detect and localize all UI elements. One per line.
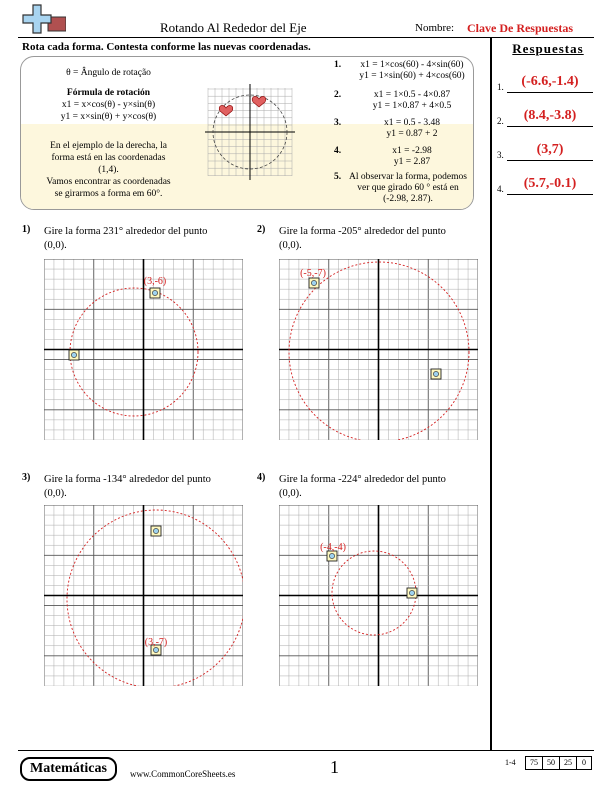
name-label: Nombre: (415, 22, 455, 34)
problem-number: 4) (257, 472, 266, 483)
example-description-5: se girarmos a forma em 60°. (54, 189, 163, 199)
answer-line (507, 126, 593, 127)
example-description-2: forma está en las coordenadas (51, 153, 166, 163)
point-label: (-4,-4) (320, 542, 346, 553)
answer-value: (5.7,-0.1) (523, 176, 577, 191)
page-number: 1 (330, 757, 339, 777)
answer-line (507, 160, 593, 161)
point-label: (3,-7) (144, 637, 168, 648)
example-description-3: (1,4). (98, 165, 119, 175)
answer-line (507, 194, 593, 195)
answer-number: 3. (497, 150, 504, 160)
answer-line (507, 92, 593, 93)
point-label: (3,-6) (143, 276, 167, 287)
score-cell: 0 (576, 756, 592, 770)
instructions: Rota cada forma. Contesta conforme las nuevas coordenadas. (22, 41, 311, 53)
coordinate-grid (279, 505, 478, 686)
logo-icon (22, 3, 66, 37)
score-cell: 50 (542, 756, 560, 770)
example-box (20, 56, 474, 210)
answers-divider (490, 37, 492, 750)
step-4: 4. x1 = -2.98 y1 = 2.87 (334, 146, 432, 167)
formula-x: x1 = x×cos(θ) - y×sin(θ) (61, 100, 156, 110)
theta-definition: θ = Ângulo de rotação (66, 68, 151, 78)
coordinate-grid (279, 259, 478, 440)
example-graph (205, 82, 295, 182)
problem-number: 3) (22, 472, 31, 483)
answer-number: 2. (497, 116, 504, 126)
example-description-1: En el ejemplo de la derecha, la (50, 141, 167, 151)
website-url: www.CommonCoreSheets.es (130, 769, 236, 779)
coordinate-grid (44, 259, 243, 440)
problem-text: Gire la forma -134° alrededor del punto (0,0). (44, 474, 211, 499)
score-cell: 75 (525, 756, 543, 770)
answers-title: Respuestas (512, 41, 584, 56)
coordinate-grid (44, 505, 243, 686)
brand-badge: Matemáticas (20, 757, 117, 781)
heart-icon (219, 105, 233, 116)
point-label: (-5,-7) (300, 268, 326, 279)
problem-number: 2) (257, 224, 266, 235)
example-description-4: Vamos encontrar as coordenadas (46, 177, 171, 187)
formula-title: Fórmula de rotación (66, 88, 151, 98)
problem-text: Gire la forma -205° alrededor del punto (0,0). (279, 226, 446, 251)
header-divider (18, 37, 594, 38)
problem-number: 1) (22, 224, 31, 235)
problem-text: Gire la forma -224° alrededor del punto (0,0). (279, 474, 446, 499)
step-2: 2. x1 = 1×0.5 - 4×0.87 y1 = 1×0.87 + 4×0.5 (334, 90, 452, 111)
answer-number: 1. (497, 82, 504, 92)
name-value: Clave De Respuestas (467, 21, 573, 35)
step-5: 5. Al observar la forma, podemos ver que girado 60 ° está en (-2.98, 2.87). (334, 172, 467, 204)
formula-y: y1 = x×sin(θ) + y×cos(θ) (60, 112, 157, 122)
answer-value: (8.4,-3.8) (523, 108, 577, 123)
score-label: 1-4 (505, 758, 516, 767)
score-cell: 25 (559, 756, 577, 770)
answer-value: (-6.6,-1.4) (521, 74, 579, 89)
step-3: 3. x1 = 0.5 - 3.48 y1 = 0.87 + 2 (334, 118, 441, 139)
answer-number: 4. (497, 184, 504, 194)
answer-value: (3,7) (536, 142, 564, 157)
step-1: 1. x1 = 1×cos(60) - 4×sin(60) y1 = 1×sin(60) + 4×cos(60) (334, 60, 465, 81)
page-title: Rotando Al Rededor del Eje (160, 20, 307, 35)
problem-text: Gire la forma 231° alrededor del punto (0,0). (44, 226, 208, 251)
footer-divider (18, 750, 594, 751)
